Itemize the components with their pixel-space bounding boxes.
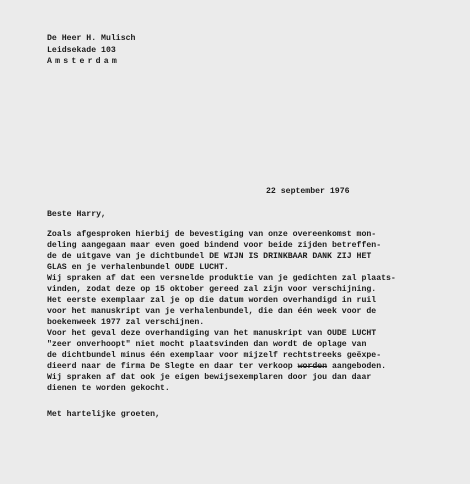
body-line: Voor het geval deze overhandiging van het manuskript van OUDE LUCHT xyxy=(47,329,377,338)
body-line: Het eerste exemplaar zal je op die datum worden overhandigd in ruil xyxy=(47,296,377,305)
body-line: dienen te worden gekocht. xyxy=(47,384,170,393)
body-line-suffix: aangeboden. xyxy=(327,362,387,371)
body-line: Wij spraken af dat ook je eigen bewijsexemplaren door jou dan daar xyxy=(47,373,372,382)
salutation: Beste Harry, xyxy=(47,210,106,219)
body-line: "zeer onverhoopt" niet mocht plaatsvinden dan wordt de oplage van xyxy=(47,340,367,349)
recipient-name: De Heer H. Mulisch xyxy=(47,34,136,43)
body-line: boekenweek 1977 zal verschijnen. xyxy=(47,318,205,327)
body-line: de dichtbundel minus één exemplaar voor mijzelf rechtstreeks geëxpe- xyxy=(47,351,382,360)
body-line: deling aangegaan maar even goed bindend voor beide zijden betreffen- xyxy=(47,241,382,250)
body-line: de de uitgave van je dichtbundel DE WIJN IS DRINKBAAR DANK ZIJ HET xyxy=(47,252,372,261)
body-line: GLAS en je verhalenbundel OUDE LUCHT. xyxy=(47,263,229,272)
body-line: voor het manuskript van je verhalenbundel, die dan één week voor de xyxy=(47,307,377,316)
body-line-with-strikeout xyxy=(47,362,386,372)
closing: Met hartelijke groeten, xyxy=(47,410,161,419)
recipient-city: Amsterdam xyxy=(47,57,121,66)
body-line: vinden, zodat deze op 15 oktober gereed zal zijn voor verschijning. xyxy=(47,285,377,294)
body-line-prefix: dieerd naar de firma De Slegte en daar ter verkoop xyxy=(47,362,298,371)
struck-word: worden xyxy=(297,362,328,371)
letter-date: 22 september 1976 xyxy=(266,187,350,196)
body-line: Wij spraken af dat een versnelde produktie van je gedichten zal plaats- xyxy=(47,274,396,283)
body-line: Zoals afgesproken hierbij de bevestiging van onze overeenkomst mon- xyxy=(47,230,377,239)
recipient-street: Leidsekade 103 xyxy=(47,46,116,55)
